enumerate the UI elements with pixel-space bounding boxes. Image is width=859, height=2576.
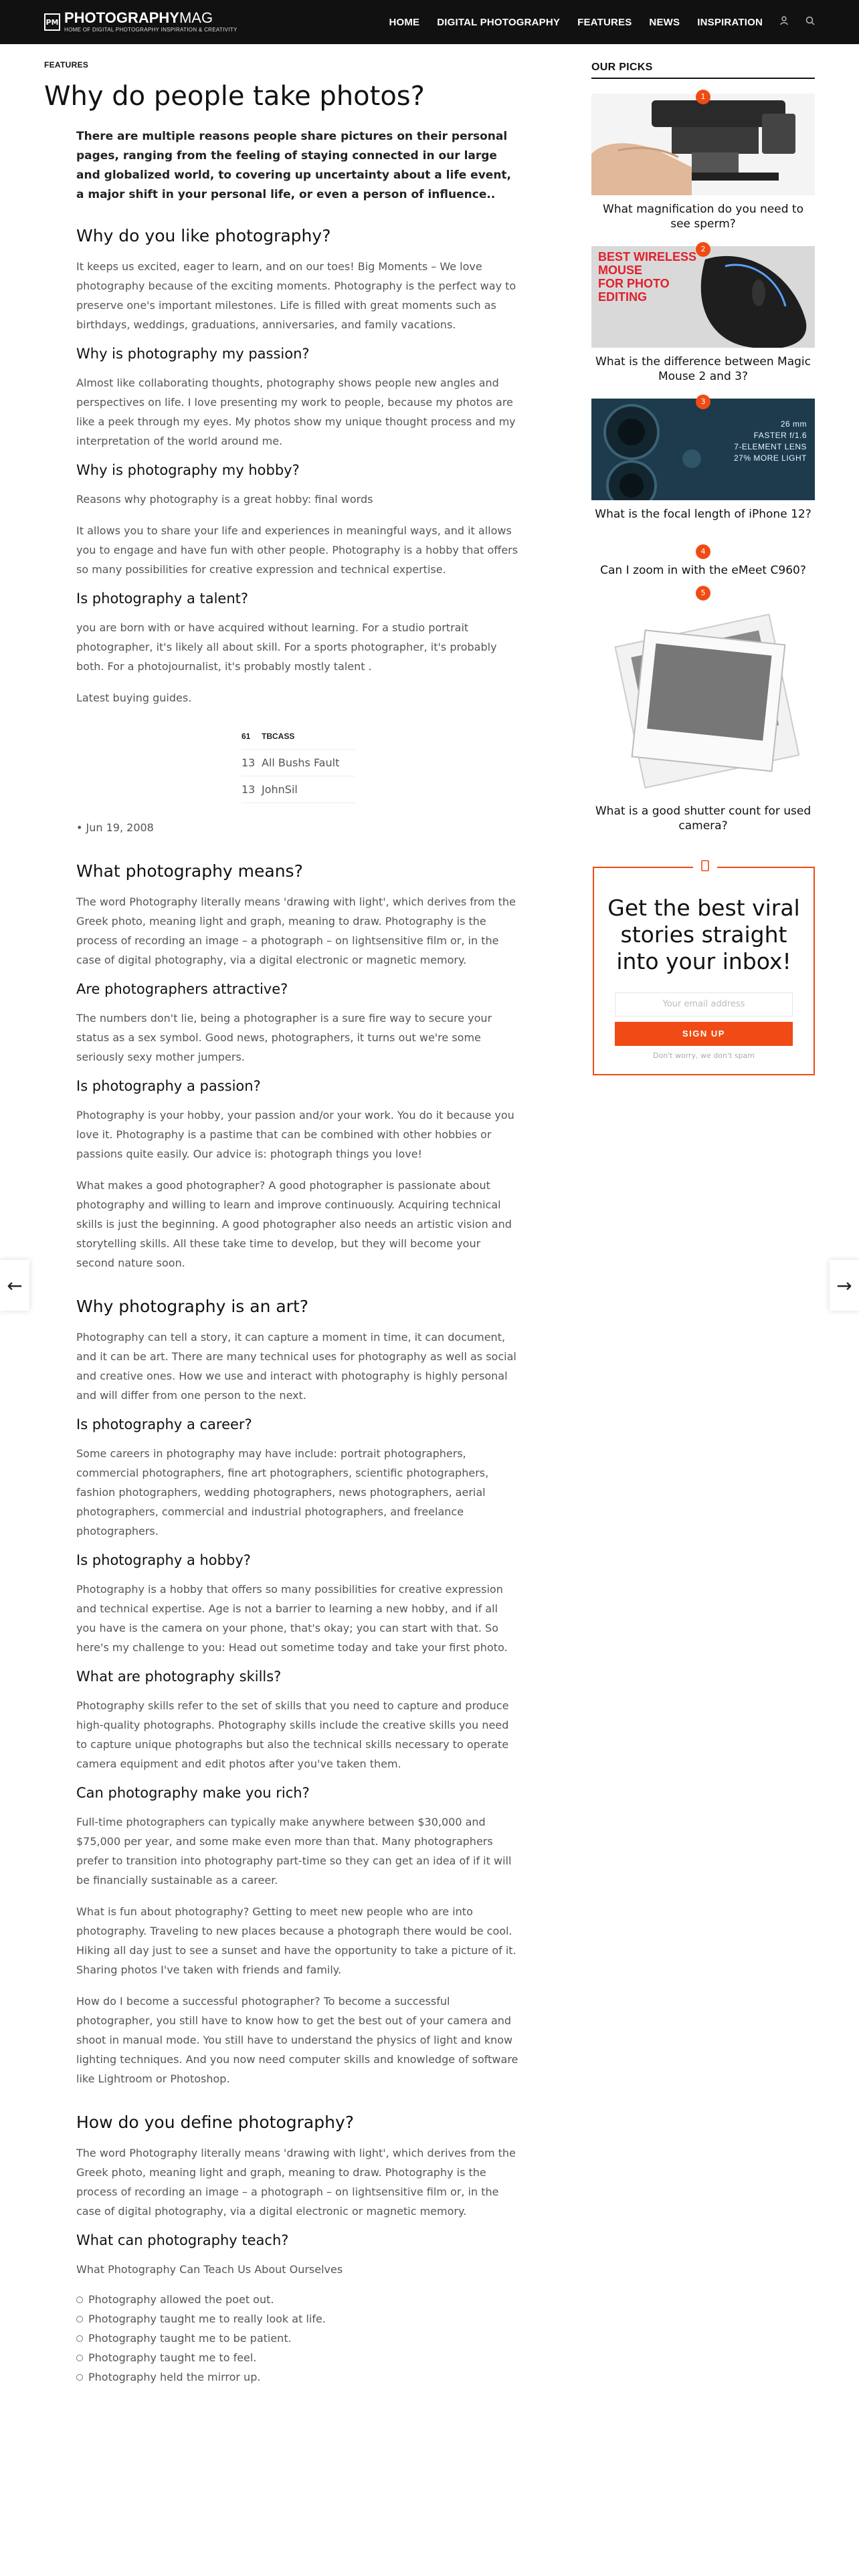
table-cell-num: 13 [242, 783, 256, 796]
paragraph: Some careers in photography may have include: portrait photographers, commercial photographers, fine art photographers, scientific photographers, fashion photographers, wedding photographers, news photographers, aerial photographers, commercial and industrial photographers, and freelance photographers. [76, 1447, 489, 1537]
heading-attractive: Are photographers attractive? [76, 981, 288, 997]
logo-main-text: PHOTOGRAPHY [64, 9, 179, 26]
paragraph: Reasons why photography is a great hobby: final words [76, 493, 373, 506]
list-item: Photography taught me to be patient. [76, 2329, 520, 2348]
paragraph: Photography is your hobby, your passion and/or your work. You do it because you love it. Photography is a pastime that can be combined with other hobbies or passions quite easily. Our advice is: photograph things you love! [76, 1109, 514, 1160]
list-item: Photography held the mirror up. [76, 2367, 520, 2387]
pick-caption[interactable]: What is the focal length of iPhone 12? [595, 508, 812, 521]
heading-skills: What are photography skills? [76, 1669, 282, 1685]
paragraph: Photography skills refer to the set of skills that you need to capture and produce high-quality photographs. Photography skills include the creative skills you need to capture unique photographs but also the technical skills necessary to operate camera equipment and edit photos after you've taken them. [76, 1699, 509, 1770]
ranking-table [242, 722, 355, 803]
pick-caption[interactable]: What is a good shutter count for used camera? [595, 804, 812, 833]
logo-tagline: HOME OF DIGITAL PHOTOGRAPHY INSPIRATION & CREATIVITY [64, 27, 237, 33]
pick-caption[interactable]: What magnification do you need to see sperm? [603, 203, 803, 231]
prev-article-arrow-icon[interactable]: ← [0, 1260, 29, 1311]
paragraph: Photography can tell a story, it can capture a moment in time, it can document, and it can be art. There are many technical uses for photography as well as social and creative ones. How we use and interact with photography is highly personal and will differ from one person to the next. [76, 1331, 516, 1402]
list-item: Photography allowed the poet out. [76, 2290, 520, 2309]
pick-image-iphone[interactable] [591, 399, 815, 500]
table-row [242, 750, 355, 776]
table-cell-name: JohnSil [262, 783, 298, 796]
paragraph: Full-time photographers can typically make anywhere between $30,000 and $75,000 per year, and some make even more than that. Many photographers prefer to transition into photography part-time so they can get an idea of if it will be financially sustainable as a career. [76, 1816, 512, 1887]
table-header-num: 61 [242, 732, 251, 741]
main-nav [371, 0, 815, 44]
pick-number: 4 [696, 544, 710, 559]
paragraph: What Photography Can Teach Us About Ourselves [76, 2263, 343, 2276]
pick-item-2[interactable] [591, 246, 815, 384]
search-icon[interactable] [805, 16, 815, 28]
list-item: Photography taught me to really look at life. [76, 2309, 520, 2329]
heading-art: Why photography is an art? [76, 1297, 309, 1316]
logo-mag-text: MAG [179, 9, 213, 26]
article-title: Why do people take photos? [44, 81, 425, 112]
sidebar [591, 62, 815, 833]
pick-item-5[interactable] [591, 586, 815, 833]
paragraph: It allows you to share your life and experiences in meaningful ways, and it allows you to engage and have fun with other people. Photography is a hobby that offers so many possibilities for creative expression and technical expertise. [76, 524, 518, 576]
heading-photography-means: What photography means? [76, 861, 303, 881]
paragraph: Photography is a hobby that offers so many possibilities for creative expression and technical expertise. Age is not a barrier to learning a new hobby, and if all you have is the camera on your phone, that's okay; you can start with that. So here's my challenge to you: Head out sometime today and take your first photo. [76, 1583, 508, 1654]
nav-inspiration[interactable]: INSPIRATION [697, 16, 763, 28]
table-row [242, 776, 355, 803]
heading-passion: Why is photography my passion? [76, 346, 310, 362]
nav-digital-photography[interactable]: DIGITAL PHOTOGRAPHY [437, 16, 561, 28]
our-picks-title: OUR PICKS [591, 62, 815, 79]
pick-image-mouse[interactable] [591, 246, 815, 348]
table-header-name: TBCASS [262, 732, 295, 741]
buying-guides-text: Latest buying guides. [76, 691, 192, 704]
heading-is-hobby: Is photography a hobby? [76, 1552, 251, 1568]
paragraph: What makes a good photographer? A good photographer is passionate about photography and willing to learn and improve continuously. Acquiring technical skills is just the beginning. A good photographer also needs an artistic vision and storytelling skills. All these take time to develop, but they will become your second nature soon. [76, 1179, 512, 1269]
top-navigation-bar [0, 0, 859, 44]
heading-career: Is photography a career? [76, 1416, 252, 1432]
nav-news[interactable]: NEWS [649, 16, 680, 28]
pick-number: 2 [696, 242, 710, 257]
paragraph: How do I become a successful photographer? To become a successful photographer, you still have to know how to get the best out of your camera and shoot in manual mode. You still have to understand the physics of light and know lighting techniques. And you now need computer skills and knowledge of software like Lightroom or Photoshop. [76, 1995, 518, 2085]
user-icon[interactable] [780, 16, 788, 28]
paragraph: The numbers don't lie, being a photographer is a sure fire way to secure your status as a sex symbol. Good news, photographers, it turns out we're some seriously sexy mother jumpers. [76, 1012, 492, 1063]
paragraph: you are born with or have acquired without learning. For a studio portrait photographer, it's likely all about skill. For a sports photographer, it's probably both. For a photojournalist, it's probably mostly talent . [76, 621, 497, 673]
table-header [242, 722, 355, 750]
table-cell-name: All Bushs Fault [262, 756, 340, 769]
heading-why-like-photography: Why do you like photography? [76, 226, 331, 245]
paragraph: The word Photography literally means 'drawing with light', which derives from the Greek photo, meaning light and graph, meaning to draw. Photography is the process of recording an image – a photograph – on lightsensitive film or, in the case of digital photography, via a digital electronic or magnetic memory. [76, 2147, 516, 2218]
paragraph: The word Photography literally means 'drawing with light', which derives from the Greek photo, meaning light and graph, meaning to draw. Photography is the process of recording an image – a photograph – on lightsensitive film or, in the case of digital photography, via a digital electronic or magnetic memory. [76, 895, 516, 966]
pick-item-3[interactable] [591, 399, 815, 522]
teach-list [76, 2290, 520, 2387]
pick-image-text: 26 mm FASTER f/1.6 7-ELEMENT LENS 27% MORE LIGHT [733, 419, 807, 463]
pick-image-text: BEST WIRELESS MOUSE FOR PHOTO EDITING [598, 250, 697, 304]
pick-caption[interactable]: What is the difference between Magic Mouse 2 and 3? [595, 355, 811, 383]
heading-rich: Can photography make you rich? [76, 1785, 310, 1801]
nav-features[interactable]: FEATURES [577, 16, 632, 28]
article-body [76, 127, 520, 2387]
pick-number: 5 [696, 586, 710, 601]
newsletter-title: Get the best viral stories straight into your inbox! [607, 895, 800, 974]
heading-teach: What can photography teach? [76, 2232, 289, 2248]
list-item: Photography taught me to feel. [76, 2348, 520, 2367]
article-lead: There are multiple reasons people share pictures on their personal pages, ranging from the feeling of staying connected in our large and globalized world, to covering up uncertainty about a life event, a major shift in your personal life, or even a person of influence.. [76, 130, 512, 201]
table-cell-num: 13 [242, 756, 256, 769]
paragraph: Almost like collaborating thoughts, photography shows people new angles and perspectives on life. I love presenting my work to people, because my photos are like a peek through my eyes. My photos show my unique thought process and my interpretation of the world around me. [76, 377, 516, 447]
pick-image-microscope[interactable] [591, 94, 815, 195]
pick-number: 1 [696, 90, 710, 104]
sign-up-button[interactable]: SIGN UP [615, 1022, 793, 1046]
nav-home[interactable]: HOME [389, 16, 420, 28]
email-field[interactable]: Your email address [615, 992, 793, 1016]
pick-item-1[interactable] [591, 94, 815, 231]
article-category[interactable]: FEATURES [44, 60, 89, 70]
next-article-arrow-icon[interactable]: → [830, 1260, 859, 1311]
paragraph: What is fun about photography? Getting to meet new people who are into photography. Traveling to new places because a photograph there would be cool. Hiking all day just to see a sunset and have the opportunity to take a picture of it. Sharing photos I've taken with friends and family. [76, 1905, 516, 1976]
newsletter-box [593, 867, 815, 1075]
heading-talent: Is photography a talent? [76, 591, 249, 607]
paragraph: It keeps us excited, eager to learn, and on our toes! Big Moments – We love photography because of the exciting moments. Photography is the perfect way to preserve one's important milestones. Life is filled with great moments such as birthdays, weddings, graduations, anniversaries, and family vacations. [76, 260, 516, 331]
pick-number: 3 [696, 395, 710, 409]
heading-define: How do you define photography? [76, 2113, 355, 2132]
pick-item-4[interactable] [591, 544, 815, 578]
article [44, 60, 526, 2387]
pick-caption[interactable]: Can I zoom in with the eMeet C960? [600, 564, 806, 577]
site-logo[interactable] [44, 9, 237, 35]
heading-is-passion: Is photography a passion? [76, 1078, 261, 1094]
no-spam-note: Don't worry, we don't spam [652, 1051, 755, 1060]
pick-image-photo-frame[interactable] [591, 603, 815, 797]
logo-mark: PM [44, 13, 60, 31]
post-date: • Jun 19, 2008 [76, 821, 154, 834]
mail-icon [693, 859, 717, 877]
heading-hobby: Why is photography my hobby? [76, 462, 300, 478]
